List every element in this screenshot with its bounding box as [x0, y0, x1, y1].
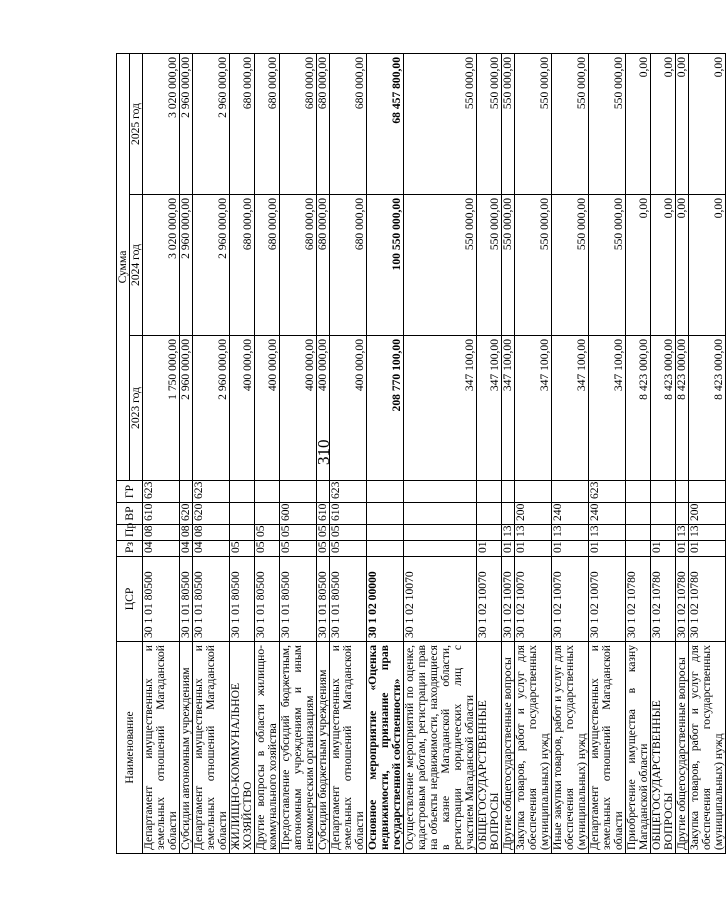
row-sum-2023: 8 423 000,00: [689, 336, 726, 481]
row-gr: 623: [589, 481, 626, 503]
row-sum-2024: 550 000,00: [552, 195, 589, 336]
table-row: [193, 53, 230, 853]
row-rz: 01: [502, 541, 515, 557]
row-name: Другие общегосударственные вопросы: [676, 642, 689, 854]
table-row: [330, 53, 367, 853]
row-pr: 13: [676, 525, 689, 541]
row-pr: [404, 525, 477, 541]
table-row: [477, 53, 502, 853]
row-gr: [230, 481, 255, 503]
row-gr: [280, 481, 317, 503]
row-sum-2025: 0,00: [651, 53, 676, 194]
row-csr: 30 1 02 10070: [502, 557, 515, 642]
row-gr: [676, 481, 689, 503]
row-sum-2025: 2 960 000,00: [180, 53, 193, 194]
row-vr: [626, 503, 651, 525]
row-rz: 01: [689, 541, 726, 557]
row-pr: 05: [330, 525, 367, 541]
row-vr: [367, 503, 404, 525]
row-rz: 05: [280, 541, 317, 557]
row-csr: 30 1 02 10780: [651, 557, 676, 642]
row-sum-2025: 550 000,00: [552, 53, 589, 194]
row-rz: [626, 541, 651, 557]
row-rz: 01: [477, 541, 502, 557]
header-2023: 2023 год: [130, 336, 143, 481]
row-csr: 30 1 02 10070: [589, 557, 626, 642]
row-gr: [477, 481, 502, 503]
header-gr: ГР: [117, 481, 143, 503]
row-csr: 30 1 01 80500: [280, 557, 317, 642]
row-sum-2023: 8 423 000,00: [626, 336, 651, 481]
row-name: ОБЩЕГОСУДАРСТВЕННЫЕ ВОПРОСЫ: [651, 642, 676, 854]
row-rz: 01: [552, 541, 589, 557]
row-sum-2025: 550 000,00: [515, 53, 552, 194]
row-sum-2023: 400 000,00: [280, 336, 317, 481]
row-vr: [477, 503, 502, 525]
row-csr: 30 1 02 10780: [676, 557, 689, 642]
row-pr: 05: [255, 525, 280, 541]
row-pr: 13: [552, 525, 589, 541]
table-row: [552, 53, 589, 853]
row-vr: 200: [515, 503, 552, 525]
row-sum-2023: 2 960 000,00: [193, 336, 230, 481]
row-sum-2024: 550 000,00: [502, 195, 515, 336]
header-name: Наименование: [117, 642, 143, 854]
table-row: [404, 53, 477, 853]
row-rz: 05: [317, 541, 330, 557]
row-csr: 30 1 01 80500: [180, 557, 193, 642]
row-csr: 30 1 02 10070: [515, 557, 552, 642]
row-sum-2024: 0,00: [651, 195, 676, 336]
row-sum-2024: 100 550 000,00: [367, 195, 404, 336]
table-body: [143, 53, 726, 853]
table-row: [317, 53, 330, 853]
row-pr: 08: [180, 525, 193, 541]
row-sum-2025: 680 000,00: [230, 53, 255, 194]
row-name: Другие общегосударственные вопросы: [502, 642, 515, 854]
row-pr: 13: [502, 525, 515, 541]
row-sum-2025: 2 960 000,00: [193, 53, 230, 194]
table-row: [626, 53, 651, 853]
budget-table: [116, 53, 726, 854]
row-vr: 610: [330, 503, 367, 525]
header-2024: 2024 год: [130, 195, 143, 336]
row-csr: 30 1 02 10070: [404, 557, 477, 642]
row-pr: 08: [143, 525, 180, 541]
row-sum-2024: 680 000,00: [317, 195, 330, 336]
table-row: [515, 53, 552, 853]
row-gr: [180, 481, 193, 503]
row-rz: 05: [230, 541, 255, 557]
row-sum-2023: 400 000,00: [317, 336, 330, 481]
rotated-table-container: [116, 54, 725, 854]
row-name: Осуществление мероприятий по оценке, кадастровым работам, регистрации прав на объекты недвижимости, находящиеся в казне Магаданской области, регистрации юридических лиц с участием Магаданской области: [404, 642, 477, 854]
table-row: [689, 53, 726, 853]
row-csr: 30 1 01 80500: [143, 557, 180, 642]
table-row: [651, 53, 676, 853]
row-rz: [404, 541, 477, 557]
row-sum-2024: 550 000,00: [404, 195, 477, 336]
row-sum-2023: 347 100,00: [552, 336, 589, 481]
row-name: Департамент имущественных и земельных отношений Магаданской области: [330, 642, 367, 854]
row-sum-2025: 0,00: [676, 53, 689, 194]
row-vr: 620: [193, 503, 230, 525]
row-name: Приобретение имущества в казну Магаданской области: [626, 642, 651, 854]
row-vr: [404, 503, 477, 525]
row-csr: 30 1 01 80500: [193, 557, 230, 642]
table-row: [589, 53, 626, 853]
row-pr: 08: [193, 525, 230, 541]
row-gr: [626, 481, 651, 503]
row-gr: [515, 481, 552, 503]
row-rz: 01: [589, 541, 626, 557]
row-gr: [404, 481, 477, 503]
row-csr: 30 1 02 10070: [477, 557, 502, 642]
row-sum-2023: 8 423 000,00: [676, 336, 689, 481]
row-vr: [230, 503, 255, 525]
row-csr: 30 1 02 10780: [689, 557, 726, 642]
row-sum-2025: 550 000,00: [502, 53, 515, 194]
header-rz: Рз: [117, 541, 143, 557]
row-vr: 200: [689, 503, 726, 525]
row-sum-2025: 680 000,00: [317, 53, 330, 194]
row-pr: [626, 525, 651, 541]
row-vr: [651, 503, 676, 525]
row-csr: 30 1 02 10780: [626, 557, 651, 642]
header-vr: ВР: [117, 503, 143, 525]
row-rz: [367, 541, 404, 557]
row-gr: 623: [143, 481, 180, 503]
table-row: [502, 53, 515, 853]
row-sum-2025: 3 020 000,00: [143, 53, 180, 194]
row-gr: 623: [193, 481, 230, 503]
row-sum-2024: 0,00: [689, 195, 726, 336]
table-row: [230, 53, 255, 853]
row-pr: 13: [589, 525, 626, 541]
row-name: ЖИЛИЩНО-КОММУНАЛЬНОЕ ХОЗЯЙСТВО: [230, 642, 255, 854]
row-sum-2024: 2 960 000,00: [193, 195, 230, 336]
table-row: [280, 53, 317, 853]
row-csr: 30 1 01 80500: [330, 557, 367, 642]
header-csr: ЦСР: [117, 557, 143, 642]
row-pr: [651, 525, 676, 541]
row-sum-2023: 347 100,00: [404, 336, 477, 481]
row-name: Субсидии автономным учреждениям: [180, 642, 193, 854]
page-number: 310: [314, 439, 333, 465]
row-sum-2023: 400 000,00: [255, 336, 280, 481]
row-name: Департамент имущественных и земельных отношений Магаданской области: [143, 642, 180, 854]
row-sum-2024: 680 000,00: [255, 195, 280, 336]
row-pr: 13: [515, 525, 552, 541]
row-vr: 610: [143, 503, 180, 525]
row-sum-2023: 400 000,00: [230, 336, 255, 481]
table-row: [367, 53, 404, 853]
row-name: Субсидии бюджетным учреждениям: [317, 642, 330, 854]
row-vr: 610: [317, 503, 330, 525]
row-gr: [651, 481, 676, 503]
row-sum-2025: 680 000,00: [280, 53, 317, 194]
row-sum-2024: 550 000,00: [589, 195, 626, 336]
row-sum-2025: 68 457 800,00: [367, 53, 404, 194]
row-sum-2023: 347 100,00: [515, 336, 552, 481]
row-rz: 05: [255, 541, 280, 557]
row-name: Предоставление субсидий бюджетным, автономным учреждениям и иным некоммерческим организациям: [280, 642, 317, 854]
row-sum-2023: 347 100,00: [502, 336, 515, 481]
row-vr: [255, 503, 280, 525]
row-sum-2023: 8 423 000,00: [651, 336, 676, 481]
row-csr: 30 1 02 00000: [367, 557, 404, 642]
row-sum-2024: 3 020 000,00: [143, 195, 180, 336]
row-rz: 01: [676, 541, 689, 557]
row-csr: 30 1 01 80500: [255, 557, 280, 642]
row-sum-2024: 550 000,00: [477, 195, 502, 336]
row-sum-2024: 2 960 000,00: [180, 195, 193, 336]
row-sum-2025: 0,00: [626, 53, 651, 194]
row-gr: [317, 481, 330, 503]
row-pr: [367, 525, 404, 541]
row-vr: [676, 503, 689, 525]
row-gr: [255, 481, 280, 503]
row-rz: 04: [143, 541, 180, 557]
row-name: Закупка товаров, работ и услуг для обеспечения государственных (муниципальных) нужд: [515, 642, 552, 854]
row-pr: 05: [317, 525, 330, 541]
row-pr: 05: [280, 525, 317, 541]
header-pr: Пр: [117, 525, 143, 541]
row-sum-2023: 208 770 100,00: [367, 336, 404, 481]
row-rz: 04: [180, 541, 193, 557]
row-vr: 240: [552, 503, 589, 525]
row-sum-2023: 1 750 000,00: [143, 336, 180, 481]
row-name: Основное мероприятие «Оценка недвижимости, признание прав государственной собственности»: [367, 642, 404, 854]
row-sum-2024: 0,00: [626, 195, 651, 336]
row-sum-2023: 347 100,00: [477, 336, 502, 481]
row-csr: 30 1 02 10070: [552, 557, 589, 642]
row-csr: 30 1 01 80500: [317, 557, 330, 642]
row-pr: [477, 525, 502, 541]
row-vr: [502, 503, 515, 525]
row-pr: [230, 525, 255, 541]
table-row: [143, 53, 180, 853]
row-gr: [552, 481, 589, 503]
table-row: [180, 53, 193, 853]
header-sum: Сумма: [117, 53, 130, 480]
row-vr: 240: [589, 503, 626, 525]
row-gr: [689, 481, 726, 503]
row-sum-2023: 347 100,00: [589, 336, 626, 481]
row-name: Департамент имущественных и земельных отношений Магаданской области: [193, 642, 230, 854]
row-csr: 30 1 01 80500: [230, 557, 255, 642]
row-sum-2025: 0,00: [689, 53, 726, 194]
row-name: Другие вопросы в области жилищно-коммунального хозяйства: [255, 642, 280, 854]
row-sum-2023: 2 960 000,00: [180, 336, 193, 481]
row-sum-2024: 680 000,00: [330, 195, 367, 336]
row-sum-2024: 680 000,00: [280, 195, 317, 336]
row-sum-2025: 550 000,00: [589, 53, 626, 194]
row-gr: 623: [330, 481, 367, 503]
row-name: Закупка товаров, работ и услуг для обеспечения государственных (муниципальных) нужд: [689, 642, 726, 854]
row-gr: [367, 481, 404, 503]
row-name: Иные закупки товаров, работ и услуг для обеспечения государственных (муниципальных) нужд: [552, 642, 589, 854]
row-sum-2023: 400 000,00: [330, 336, 367, 481]
table-row: [255, 53, 280, 853]
row-name: ОБЩЕГОСУДАРСТВЕННЫЕ ВОПРОСЫ: [477, 642, 502, 854]
row-sum-2024: 680 000,00: [230, 195, 255, 336]
row-sum-2024: 550 000,00: [515, 195, 552, 336]
row-name: Департамент имущественных и земельных отношений Магаданской области: [589, 642, 626, 854]
table-row: [676, 53, 689, 853]
row-sum-2025: 550 000,00: [404, 53, 477, 194]
row-vr: 600: [280, 503, 317, 525]
row-gr: [502, 481, 515, 503]
row-pr: 13: [689, 525, 726, 541]
row-sum-2025: 680 000,00: [255, 53, 280, 194]
row-rz: 04: [193, 541, 230, 557]
row-sum-2025: 550 000,00: [477, 53, 502, 194]
row-sum-2024: 0,00: [676, 195, 689, 336]
row-rz: 01: [651, 541, 676, 557]
header-2025: 2025 год: [130, 53, 143, 194]
row-sum-2025: 680 000,00: [330, 53, 367, 194]
row-vr: 620: [180, 503, 193, 525]
row-rz: 05: [330, 541, 367, 557]
row-rz: 01: [515, 541, 552, 557]
